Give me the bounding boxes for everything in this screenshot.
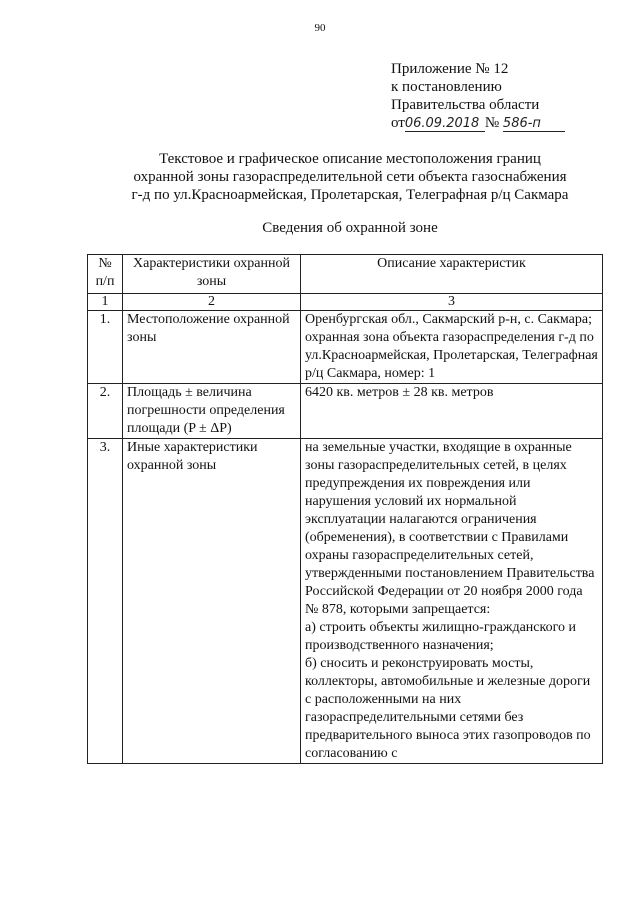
row-number: 1. — [88, 311, 123, 384]
appendix-line: Приложение № 12 — [391, 61, 509, 77]
row-description: на земельные участки, входящие в охранные зоны газораспределительных сетей, в целях предупреждения их повреждения или нарушения условий их нормальной эксплуатации налагаются ограничения (обременения), в соответствии с Правилами охраны газораспределительных сетей, утвержденными постановлением Правительства Российской Федерации от 20 ноября 2000 года № 878, которыми запрещается: а) строить объекты жилищно-гражданского и производственного назначения; б) сносить и реконструировать мосты, коллекторы, автомобильные и железные дороги с расположенными на них газораспределительными сетями без предварительного выноса этих газопроводов по согласованию с — [301, 439, 603, 764]
row-characteristic: Местоположение охранной зоны — [123, 311, 301, 384]
title-line: охранной зоны газораспределительной сети объекта газоснабжения — [133, 169, 567, 185]
appendix-block — [391, 60, 565, 132]
row-description: Оренбургская обл., Сакмарский р-н, с. Сакмара; охранная зона объекта газораспределения г-д по ул.Красноармейская, Пролетарская, Телеграфная р/ц Сакмара, номер: 1 — [301, 311, 603, 384]
appendix-line: к постановлению — [391, 79, 502, 95]
column-index-row — [88, 294, 603, 311]
document-title — [60, 150, 640, 204]
table-row — [88, 384, 603, 439]
handwritten-number: 586-п — [503, 117, 565, 132]
title-line: г-д по ул.Красноармейская, Пролетарская, Телеграфная р/ц Сакмара — [131, 187, 569, 203]
table-header-row — [88, 255, 603, 294]
column-index: 2 — [123, 294, 301, 311]
title-line: Текстовое и графическое описание местоположения границ — [159, 151, 541, 167]
appendix-date-line — [391, 114, 565, 132]
row-characteristic: Площадь ± величина погрешности определения площади (P ± ΔP) — [123, 384, 301, 439]
row-description: 6420 кв. метров ± 28 кв. метров — [301, 384, 603, 439]
page-number: 90 — [314, 22, 326, 34]
number-sign: № — [484, 115, 500, 131]
column-index: 3 — [301, 294, 603, 311]
table-row — [88, 439, 603, 764]
header-num: № п/п — [88, 255, 123, 294]
row-characteristic: Иные характеристики охранной зоны — [123, 439, 301, 764]
from-label: от — [391, 115, 405, 131]
header-characteristic: Характеристики охранной зоны — [123, 255, 301, 294]
handwritten-date: 06.09.2018 — [405, 117, 485, 132]
column-index: 1 — [88, 294, 123, 311]
appendix-line: Правительства области — [391, 97, 540, 113]
row-number: 3. — [88, 439, 123, 764]
table-row — [88, 311, 603, 384]
section-title: Сведения об охранной зоне — [262, 220, 438, 236]
row-number: 2. — [88, 384, 123, 439]
zone-table — [87, 254, 603, 764]
header-description: Описание характеристик — [301, 255, 603, 294]
